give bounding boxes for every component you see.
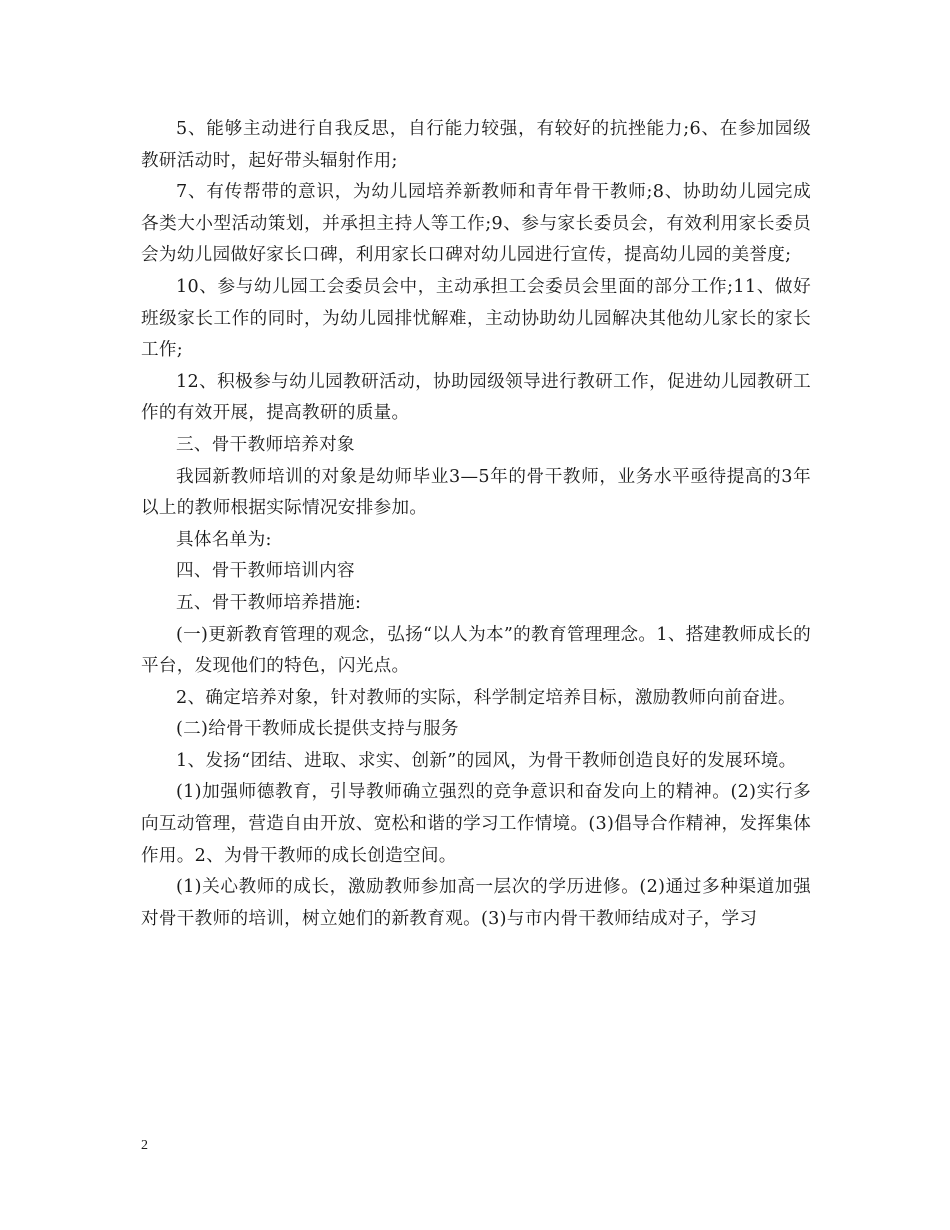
subsection-heading: (二)给骨干教师成长提供支持与服务 <box>176 719 459 740</box>
paragraph: 我园新教师培训的对象是幼师毕业3—5年的骨干教师，业务水平亟待提高的3年以上的教师根据实际情况安排参加。 <box>141 466 811 519</box>
paragraph: 具体名单为: <box>176 529 272 550</box>
page-number: 2 <box>141 1138 148 1153</box>
section-heading: 四、骨干教师培训内容 <box>176 561 355 582</box>
paragraph: (1)加强师德教育，引导教师确立强烈的竞争意识和奋发向上的精神。(2)实行多向互动管理，营造自由开放、宽松和谐的学习工作情境。(3)倡导合作精神，发挥集体作用。2、为骨干教师的成长创造空间。 <box>141 782 811 866</box>
paragraph: 12、积极参与幼儿园教研活动，协助园级领导进行教研工作，促进幼儿园教研工作的有效开展，提高教研的质量。 <box>141 371 811 424</box>
paragraph: 5、能够主动进行自我反思，自行能力较强，有较好的抗挫能力;6、在参加园级教研活动时，起好带头辐射作用; <box>141 119 811 171</box>
document-body <box>141 114 811 935</box>
paragraph: 1、发扬“团结、进取、求实、创新”的园风，为骨干教师创造良好的发展环境。 <box>176 750 797 771</box>
section-heading: 三、骨干教师培养对象 <box>176 434 355 455</box>
paragraph: (一)更新教育管理的观念，弘扬“以人为本”的教育管理理念。1、搭建教师成长的平台，发现他们的特色，闪光点。 <box>141 624 811 677</box>
paragraph: 10、参与幼儿园工会委员会中，主动承担工会委员会里面的部分工作;11、做好班级家长工作的同时，为幼儿园排忧解难，主动协助幼儿园解决其他幼儿家长的家长工作; <box>141 276 811 361</box>
paragraph: 7、有传帮带的意识，为幼儿园培养新教师和青年骨干教师;8、协助幼儿园完成各类大小型活动策划，并承担主持人等工作;9、参与家长委员会，有效利用家长委员会为幼儿园做好家长口碑，利用家长口碑对幼儿园进行宣传，提高幼儿园的美誉度; <box>141 182 811 266</box>
paragraph: (1)关心教师的成长，激励教师参加高一层次的学历进修。(2)通过多种渠道加强对骨干教师的培训，树立她们的新教育观。(3)与市内骨干教师结成对子，学习 <box>141 877 811 929</box>
paragraph: 2、确定培养对象，针对教师的实际，科学制定培养目标，激励教师向前奋进。 <box>176 687 796 708</box>
section-heading: 五、骨干教师培养措施: <box>176 592 362 613</box>
